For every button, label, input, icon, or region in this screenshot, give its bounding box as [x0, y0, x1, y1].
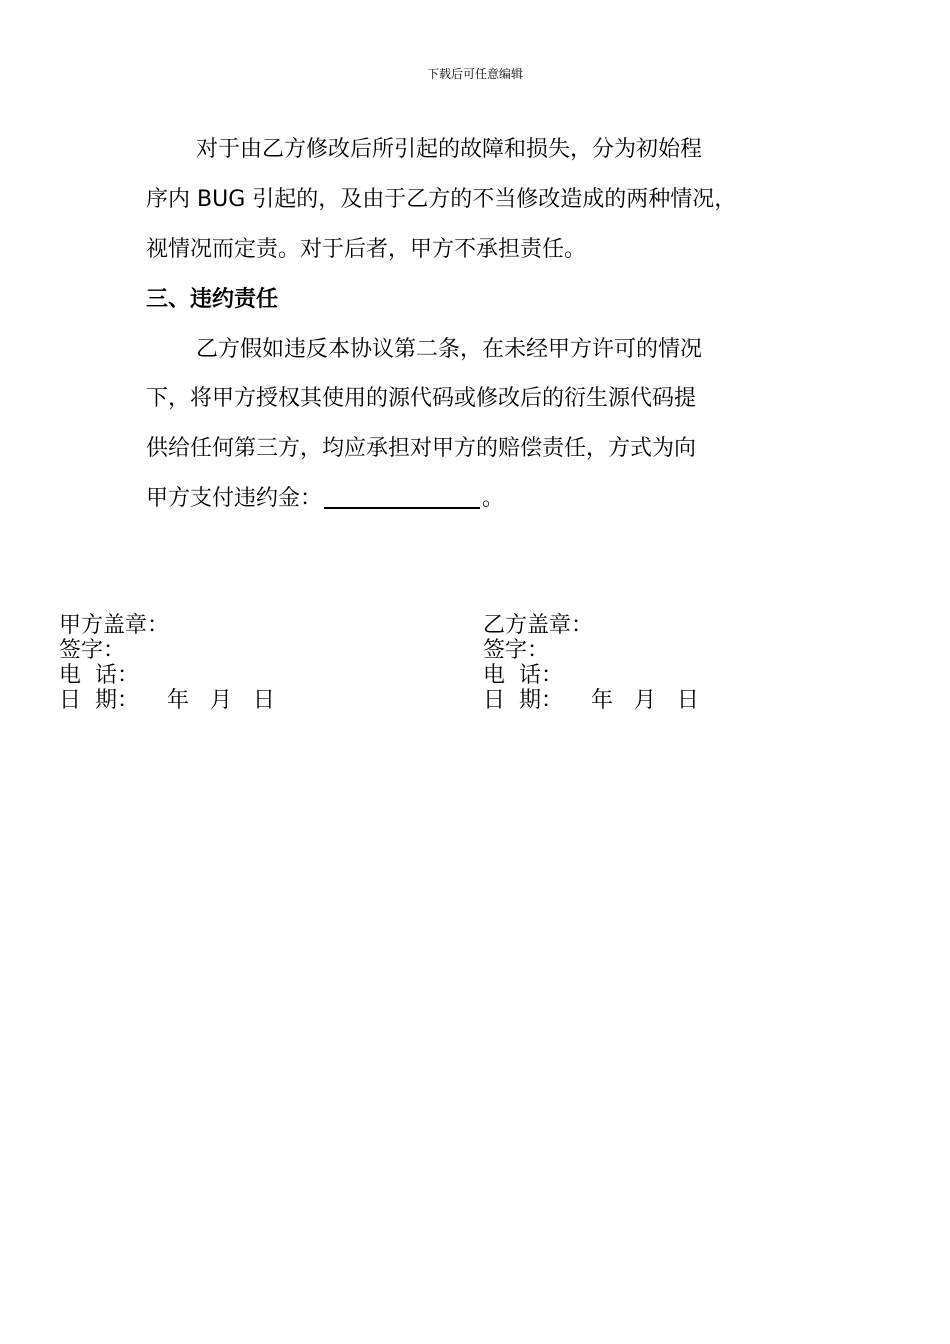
party-b-signature-label: 签字： — [483, 638, 550, 663]
party-a-phone-label: 电 话： — [59, 663, 139, 688]
party-b-seal-label: 乙方盖章： — [483, 613, 594, 638]
section-three-line-2: 下，将甲方授权其使用的源代码或修改后的衍生源代码提 — [146, 386, 697, 411]
section-three-line-4 — [146, 484, 504, 514]
party-a-date-label: 日 期： 年 月 日 — [59, 688, 275, 713]
section-three-line-3: 供给任何第三方，均应承担对甲方的赔偿责任，方式为向 — [146, 436, 697, 461]
section-three-heading: 三、违约责任 — [146, 287, 279, 312]
section-three-line-1: 乙方假如违反本协议第二条，在未经甲方许可的情况 — [196, 337, 703, 362]
page-header-note: 下载后可任意编辑 — [426, 67, 523, 81]
penalty-amount-blank[interactable] — [324, 485, 480, 509]
clause-two-line-1: 对于由乙方修改后所引起的故障和损失，分为初始程 — [196, 137, 703, 162]
party-a-signature-block — [59, 613, 419, 713]
party-b-date-label: 日 期： 年 月 日 — [483, 688, 699, 713]
party-a-seal-label: 甲方盖章： — [59, 613, 170, 638]
clause-two-line-2: 序内 BUG 引起的，及由于乙方的不当修改造成的两种情况， — [146, 187, 737, 212]
party-a-signature-label: 签字： — [59, 638, 126, 663]
party-b-phone-label: 电 话： — [483, 663, 563, 688]
party-b-signature-block — [483, 613, 843, 713]
penalty-label: 甲方支付违约金： — [146, 486, 323, 511]
penalty-period: 。 — [482, 486, 505, 511]
clause-two-line-3: 视情况而定责。对于后者，甲方不承担责任。 — [146, 237, 587, 262]
